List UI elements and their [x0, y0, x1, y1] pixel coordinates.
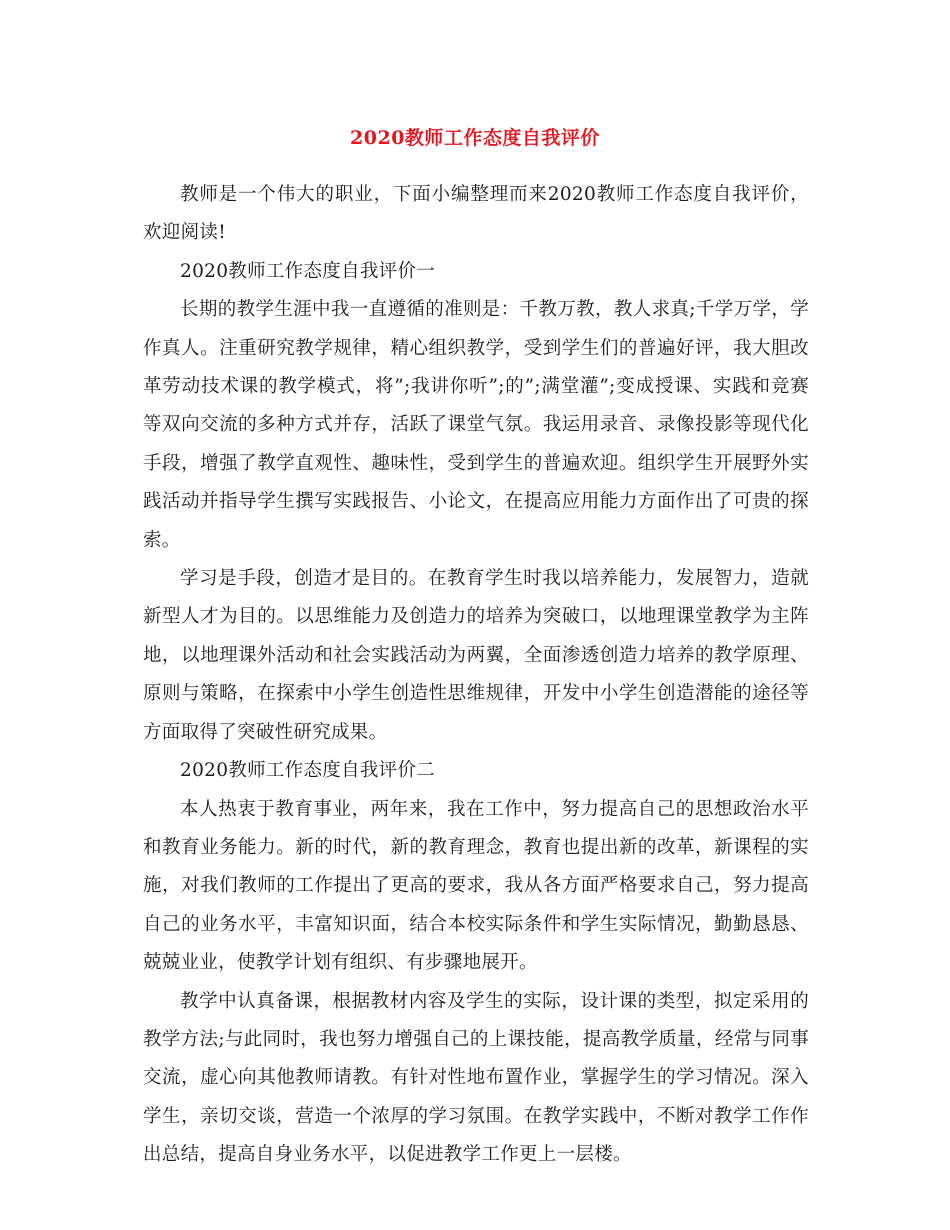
intro-paragraph: 教师是一个伟大的职业，下面小编整理而来2020教师工作态度自我评价，欢迎阅读! [143, 184, 809, 244]
document-body [143, 176, 809, 1175]
body-paragraph: 长期的教学生涯中我一直遵循的准则是：千教万教，教人求真;千学万学，学作真人。注重研究教学规律，精心组织教学，受到学生们的普遍好评，我大胆改革劳动技术课的教学模式，将”;我讲你听”;的”;满堂灌”;变成授课、实践和竞赛等双向交流的多种方式并存，活跃了课堂气氛。我运用录音、录像投影等现代化手段，增强了教学直观性、趣味性，受到学生的普遍欢迎。组织学生开展野外实践活动并指导学生撰写实践报告、小论文，在提高应用能力方面作出了可贵的探索。 [143, 299, 809, 551]
body-paragraph: 学习是手段，创造才是目的。在教育学生时我以培养能力，发展智力，造就新型人才为目的。以思维能力及创造力的培养为突破口，以地理课堂教学为主阵地，以地理课外活动和社会实践活动为两翼，全面渗透创造力培养的教学原理、原则与策略，在探索中小学生创造性思维规律，开发中小学生创造潜能的途径等方面取得了突破性研究成果。 [143, 568, 809, 743]
body-paragraph: 教学中认真备课，根据教材内容及学生的实际，设计课的类型，拟定采用的教学方法;与此同时，我也努力增强自己的上课技能，提高教学质量，经常与同事交流，虚心向其他教师请教。有针对性地布置作业，掌握学生的学习情况。深入学生，亲切交谈，营造一个浓厚的学习氛围。在教学实践中，不断对教学工作作出总结，提高自身业务水平，以促进教学工作更上一层楼。 [143, 990, 809, 1166]
section-heading-2: 2020教师工作态度自我评价二 [180, 760, 436, 782]
document-title: 2020教师工作态度自我评价 [350, 127, 600, 149]
section-heading-1: 2020教师工作态度自我评价一 [180, 260, 436, 282]
body-paragraph: 本人热衷于教育事业，两年来，我在工作中，努力提高自己的思想政治水平和教育业务能力。新的时代，新的教育理念，教育也提出新的改革，新课程的实施，对我们教师的工作提出了更高的要求，我从各方面严格要求自己，努力提高自己的业务水平，丰富知识面，结合本校实际条件和学生实际情况，勤勤恳恳、兢兢业业，使教学计划有组织、有步骤地展开。 [143, 798, 809, 974]
